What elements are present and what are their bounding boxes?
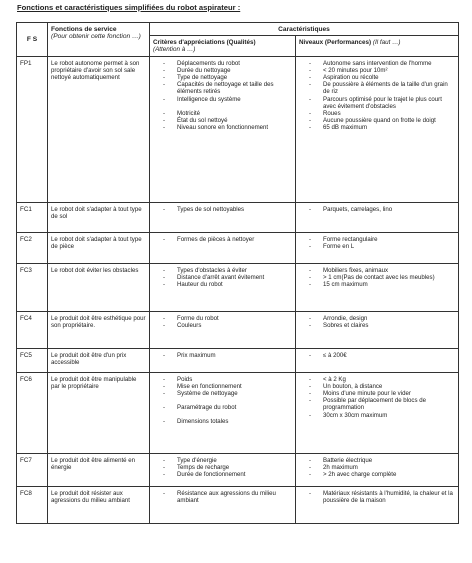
table-row <box>17 453 459 486</box>
list-item: - Forme du robot <box>153 315 292 322</box>
list-item: - Moins d'une minute pour le vider <box>299 390 455 397</box>
niveaux-cell <box>296 453 459 486</box>
list-item: - Types de sol nettoyables <box>153 206 292 213</box>
niveaux-list <box>299 457 455 479</box>
niveaux-list <box>299 60 455 132</box>
table-row <box>17 263 459 311</box>
fs-code: FC8 <box>17 486 48 523</box>
list-item: - Déplacements du robot <box>153 60 292 67</box>
criteres-list <box>153 267 292 289</box>
fonction-cell: Le produit doit être esthétique pour son propriétaire. <box>48 311 150 348</box>
list-item: - Couleurs <box>153 322 292 329</box>
list-item: - Durée de fonctionnement <box>153 471 292 478</box>
criteres-list <box>153 60 292 132</box>
list-item: - Motricité <box>153 110 292 117</box>
criteres-list <box>153 315 292 329</box>
niveaux-cell <box>296 311 459 348</box>
header-row <box>17 23 459 36</box>
list-item: - Dimensions totales <box>153 418 292 425</box>
list-item: - Distance d'arrêt avant évitement <box>153 274 292 281</box>
niveaux-list <box>299 376 455 419</box>
criteres-cell <box>150 311 296 348</box>
niveaux-list <box>299 352 455 359</box>
criteres-list <box>153 236 292 243</box>
list-item: - < à 2 Kg <box>299 376 455 383</box>
list-item: - Roues <box>299 110 455 117</box>
fonction-cell: Le produit doit être alimenté en énergie <box>48 453 150 486</box>
header-criteres-sub: (Attention à …) <box>153 46 196 54</box>
list-item: - Parquets, carrelages, lino <box>299 206 455 213</box>
list-item: - Matériaux résistants à l'humidité, la chaleur et la poussière de la maison <box>299 490 455 504</box>
list-item: - Mise en fonctionnement <box>153 383 292 390</box>
list-item: - Paramétrage du robot <box>153 404 292 411</box>
fs-code: FP1 <box>17 56 48 202</box>
list-item: - Poids <box>153 376 292 383</box>
header-caracteristiques: Caractéristiques <box>150 23 459 36</box>
fs-code: FC5 <box>17 348 48 372</box>
list-item: - Type de nettoyage <box>153 74 292 81</box>
table-row <box>17 56 459 202</box>
list-item: - > 1 cm(Pas de contact avec les meubles) <box>299 274 455 281</box>
niveaux-list <box>299 267 455 289</box>
list-item: - Système de nettoyage <box>153 390 292 397</box>
list-item: - Hauteur du robot <box>153 281 292 288</box>
list-item: - Parcours optimisé pour le trajet le plus court avec évitement d'obstacles <box>299 96 455 110</box>
list-item: - Autonome sans intervention de l'homme <box>299 60 455 67</box>
fs-code: FC2 <box>17 232 48 263</box>
niveaux-cell <box>296 56 459 202</box>
list-item: - Prix maximum <box>153 352 292 359</box>
table-row <box>17 372 459 453</box>
niveaux-cell <box>296 486 459 523</box>
list-item: - Types d'obstacles à éviter <box>153 267 292 274</box>
fonction-cell: Le robot doit éviter les obstacles <box>48 263 150 311</box>
criteres-list <box>153 457 292 479</box>
list-item: - Aucune poussière quand on frotte le doigt <box>299 117 455 124</box>
list-item: - Durée du nettoyage <box>153 67 292 74</box>
list-item: - Niveau sonore en fonctionnement <box>153 124 292 131</box>
criteres-list <box>153 376 292 426</box>
fonction-cell: Le produit doit résister aux agressions du milieu ambiant <box>48 486 150 523</box>
list-item: - Sobres et claires <box>299 322 455 329</box>
niveaux-cell <box>296 348 459 372</box>
list-item: - 15 cm maximum <box>299 281 455 288</box>
functions-table <box>16 22 459 524</box>
header-niveaux-label: Niveaux (Performances) <box>299 39 372 47</box>
niveaux-cell <box>296 263 459 311</box>
criteres-cell <box>150 486 296 523</box>
fs-code: FC6 <box>17 372 48 453</box>
table-row <box>17 202 459 232</box>
fonction-cell: Le robot doit s'adapter à tout type de pièce <box>48 232 150 263</box>
table-row <box>17 232 459 263</box>
fonction-cell: Le produit doit être d'un prix accessible <box>48 348 150 372</box>
list-item: - Intelligence du système <box>153 96 292 103</box>
criteres-cell <box>150 56 296 202</box>
document-title: Fonctions et caractéristiques simplifiées du robot aspirateur : <box>17 3 241 12</box>
niveaux-list <box>299 206 455 213</box>
list-item: - Résistance aux agressions du milieu ambiant <box>153 490 292 504</box>
list-item: - De poussière à éléments de la taille d'un grain de riz <box>299 81 455 95</box>
list-item: - Mobiliers fixes, animaux <box>299 267 455 274</box>
list-item: - Aspiration ou récolte <box>299 74 455 81</box>
criteres-list <box>153 490 292 504</box>
list-item: - ≤ à 200€ <box>299 352 455 359</box>
table-row <box>17 348 459 372</box>
criteres-cell <box>150 372 296 453</box>
niveaux-cell <box>296 232 459 263</box>
fs-code: FC3 <box>17 263 48 311</box>
criteres-cell <box>150 348 296 372</box>
list-item: - Possible par déplacement de blocs de programmation <box>299 397 455 411</box>
list-item: - Capacités de nettoyage et taille des éléments retirés <box>153 81 292 95</box>
criteres-list <box>153 352 292 359</box>
fs-code: FC4 <box>17 311 48 348</box>
criteres-cell <box>150 232 296 263</box>
list-item: - Forme en L <box>299 243 455 250</box>
header-fs: F S <box>17 23 48 57</box>
fonction-cell: Le robot doit s'adapter à tout type de sol <box>48 202 150 232</box>
list-item: - 2h maximum <box>299 464 455 471</box>
niveaux-list <box>299 490 455 504</box>
list-item: - > 2h avec charge complète <box>299 471 455 478</box>
header-criteres-label: Critères d'appréciations (Qualités) <box>153 39 256 47</box>
list-item: - Type d'énergie <box>153 457 292 464</box>
table-body <box>17 56 459 523</box>
list-item: - 65 dB maximum <box>299 124 455 131</box>
criteres-cell <box>150 263 296 311</box>
header-niveaux-sub: (Il faut …) <box>372 39 401 47</box>
header-fonction-label: Fonctions de service <box>51 26 117 33</box>
fs-code: FC1 <box>17 202 48 232</box>
list-item: - État du sol nettoyé <box>153 117 292 124</box>
list-item: - Batterie électrique <box>299 457 455 464</box>
table-row <box>17 486 459 523</box>
niveaux-list <box>299 315 455 329</box>
niveaux-cell <box>296 202 459 232</box>
list-item: - Forme rectangulaire <box>299 236 455 243</box>
list-item: - Temps de recharge <box>153 464 292 471</box>
list-item: - Un bouton, à distance <box>299 383 455 390</box>
list-item: - Formes de pièces à nettoyer <box>153 236 292 243</box>
niveaux-list <box>299 236 455 250</box>
criteres-cell <box>150 202 296 232</box>
table-row <box>17 311 459 348</box>
header-niveaux <box>296 36 459 56</box>
fs-code: FC7 <box>17 453 48 486</box>
list-item: - 30cm x 30cm maximum <box>299 412 455 419</box>
fonction-cell: Le produit doit être manipulable par le propriétaire <box>48 372 150 453</box>
header-criteres <box>150 36 296 56</box>
list-item: - Arrondie, design <box>299 315 455 322</box>
header-fonction <box>48 23 150 57</box>
list-item: - < 20 minutes pour 10m² <box>299 67 455 74</box>
header-fonction-sub: (Pour obtenir cette fonction …) <box>51 33 141 41</box>
niveaux-cell <box>296 372 459 453</box>
criteres-list <box>153 206 292 213</box>
fonction-cell: Le robot autonome permet à son propriétaire d'avoir son sol sale nettoyé automatiquement <box>48 56 150 202</box>
criteres-cell <box>150 453 296 486</box>
